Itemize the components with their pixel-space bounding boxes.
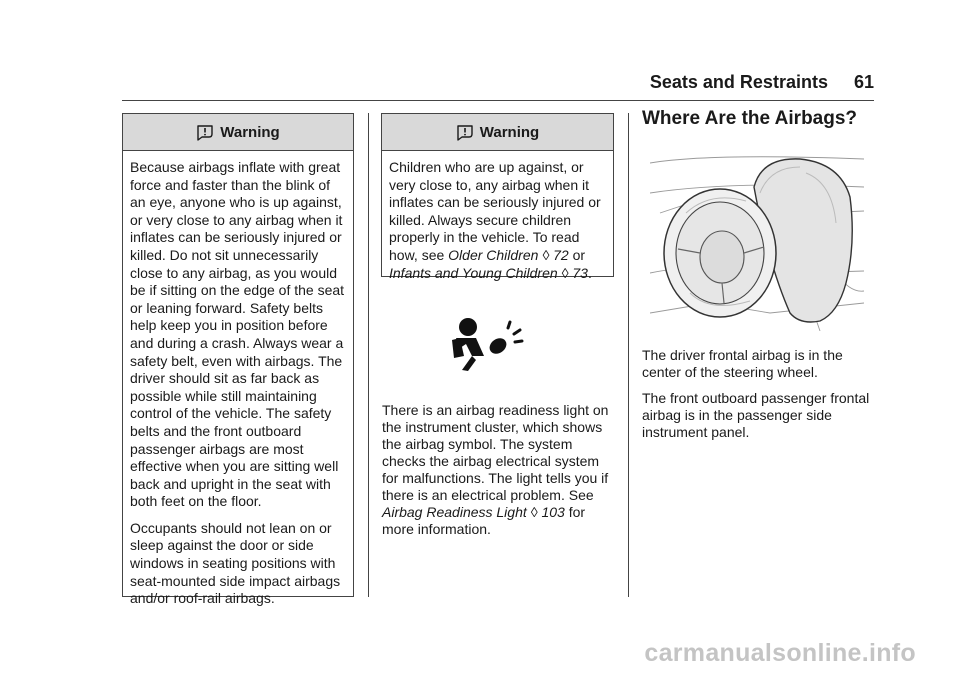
ref-symbol: ◊ xyxy=(530,504,538,520)
section-title: Where Are the Airbags? xyxy=(642,108,858,129)
watermark: carmanualsonline.info xyxy=(644,639,916,667)
cross-reference-link[interactable]: Airbag Readiness Light ◊ 103 xyxy=(382,504,565,520)
section-name: Seats and Restraints xyxy=(649,72,828,92)
warning-text: or xyxy=(572,246,586,263)
warning-header xyxy=(382,114,613,151)
header-rule xyxy=(122,100,874,101)
warning-body: Children who are up against, or very close to, any airbag when it inflates can be seriously injured or killed. Always secure children properly in the vehicle. To read how, see Older Children ◊ 72 or Infants and Young Children ◊ 73. xyxy=(389,159,601,281)
warning-icon xyxy=(196,124,214,141)
page-header xyxy=(650,72,874,93)
warning-box-airbag-force xyxy=(122,113,354,607)
page-number: 61 xyxy=(853,72,874,92)
warning-text: Children who are up against, or very close to, any airbag when it inflates can be seriously injured or killed. Always secure children properly in the vehicle. To read how, see xyxy=(389,159,601,263)
front-airbags-illustration xyxy=(650,153,864,331)
cross-reference-link[interactable]: Older Children ◊ 72 xyxy=(448,246,569,263)
warning-paragraph: Because airbags inflate with great force and faster than the blink of an eye, anyone who is up against, or very close to any airbag when it inflates can be seriously injured or killed. Do not sit unnecessarily close to any airbag, as you would be if sitting on the edge of the seat or leaning forward. Safety belts help keep you in position before and during a crash. Always wear a safety belt, even with airbags. The driver should sit as far back as possible while still maintaining control of the vehicle. The safety belts and the front outboard passenger airbags are most effective when you are sitting well back and upright in the seat with both feet on the floor. xyxy=(130,159,345,510)
warning-box-children xyxy=(381,113,614,281)
ref-symbol: ◊ xyxy=(561,264,569,281)
warning-title: Warning xyxy=(479,123,540,141)
ref-symbol: ◊ xyxy=(542,246,550,263)
airbag-locations-text xyxy=(642,347,872,450)
column-divider xyxy=(628,113,629,597)
warning-body xyxy=(123,151,353,614)
readiness-light-text: There is an airbag readiness light on the instrument cluster, which shows the airbag symbol. The system checks the airbag electrical system for malfunctions. The light tells you if there is an electrical problem. See Airbag Readiness Light ◊ 103 for more information. xyxy=(382,402,609,537)
body-paragraph: The front outboard passenger frontal airbag is in the passenger side instrument panel. xyxy=(642,390,870,440)
warning-icon xyxy=(456,124,474,141)
column-divider xyxy=(368,113,369,597)
cross-reference-link[interactable]: Infants and Young Children ◊ 73 xyxy=(389,264,588,281)
warning-title: Warning xyxy=(220,123,280,141)
body-paragraph: The driver frontal airbag is in the center of the steering wheel. xyxy=(642,347,843,380)
warning-paragraph: Occupants should not lean on or sleep against the door or side windows in seating positions with seat-mounted side impact airbags and/or roof-rail airbags. xyxy=(130,519,341,607)
airbag-readiness-icon xyxy=(448,318,528,374)
warning-header xyxy=(123,114,353,151)
